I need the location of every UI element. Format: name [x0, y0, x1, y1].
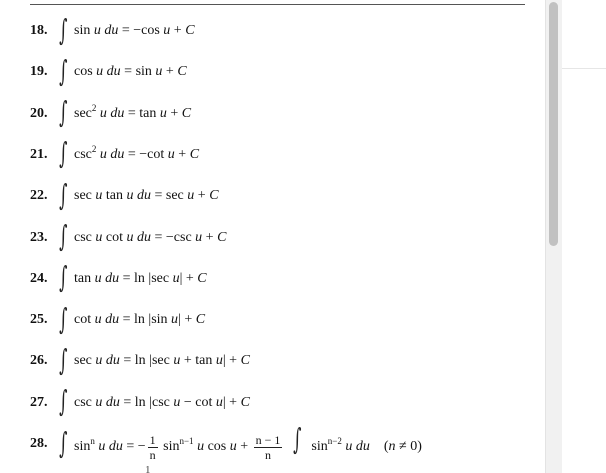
- fraction: [148, 433, 158, 462]
- expr-variable: C: [197, 270, 207, 286]
- integral-sign: ∫: [293, 422, 302, 457]
- integral-sign: ∫: [59, 260, 68, 295]
- expr-text: cot: [74, 312, 95, 328]
- expr-text: tan: [102, 188, 127, 204]
- expr-text: sin: [159, 439, 180, 455]
- expr-text: cot: [102, 229, 127, 245]
- expr-variable: du: [105, 353, 120, 369]
- expr-text: = ln |csc: [119, 394, 174, 410]
- expr-text: = −cos: [118, 23, 164, 38]
- formula-number: 18.: [30, 23, 48, 38]
- formula-expression: [74, 353, 250, 369]
- expr-variable: du: [105, 394, 120, 410]
- expr-variable: C: [177, 64, 187, 80]
- expr-text: [284, 439, 288, 454]
- fraction-denominator: n: [149, 447, 156, 462]
- formula-number: 28.: [30, 436, 48, 451]
- formula-expression: [74, 143, 200, 163]
- expr-variable: du: [105, 270, 120, 286]
- expr-variable: du: [137, 188, 151, 204]
- expr-variable: u: [159, 105, 167, 121]
- formula-expression: [74, 230, 226, 246]
- expr-variable: du: [110, 146, 125, 162]
- expr-variable: u: [94, 270, 102, 286]
- expr-text: sec: [74, 105, 92, 121]
- expr-exponent: 2: [91, 143, 97, 154]
- expr-text: csc: [74, 229, 96, 245]
- expr-text: | +: [178, 312, 196, 328]
- expr-variable: u: [126, 188, 134, 204]
- expr-variable: du: [106, 64, 121, 80]
- expr-variable: du: [104, 23, 119, 38]
- formula-expression: [74, 64, 187, 80]
- expr-variable: u: [93, 23, 101, 38]
- expr-text: +: [174, 146, 190, 162]
- expr-variable: u: [229, 439, 237, 455]
- top-rule: [30, 4, 525, 5]
- expr-text: | +: [222, 353, 241, 369]
- formula-number: 21.: [30, 146, 48, 162]
- integral-sign: ∫: [59, 219, 68, 253]
- integral-sign: ∫: [59, 12, 68, 47]
- formula-expression: [74, 395, 250, 411]
- integral-sign: ∫: [59, 53, 68, 88]
- expr-text: = ln |sec: [119, 270, 173, 286]
- expr-variable: du: [108, 439, 123, 455]
- expr-text: +: [170, 23, 186, 38]
- formula-number: 19.: [30, 64, 48, 80]
- formula-number: 25.: [30, 312, 48, 328]
- formula-number: 24.: [30, 270, 48, 286]
- expr-text: − cot: [180, 394, 216, 410]
- expr-text: +: [194, 188, 210, 204]
- expr-variable: u: [172, 270, 180, 286]
- integral-sign: ∫: [59, 425, 68, 460]
- formula-number: 23.: [30, 229, 48, 245]
- expr-variable: u: [215, 394, 223, 410]
- expr-variable: C: [195, 312, 206, 328]
- expr-text: (: [369, 439, 389, 455]
- fraction-denominator: n: [265, 447, 272, 462]
- vertical-scrollbar[interactable]: [545, 0, 562, 473]
- expr-text: = −csc: [151, 229, 196, 245]
- expr-variable: u: [215, 353, 223, 369]
- integral-sign: ∫: [59, 95, 68, 130]
- expr-text: csc: [74, 394, 96, 410]
- expr-text: sin: [74, 439, 91, 455]
- expr-variable: C: [181, 105, 192, 121]
- expr-variable: du: [110, 105, 125, 121]
- expr-text: cos: [204, 439, 230, 455]
- formula-number: 22.: [30, 188, 48, 204]
- expr-variable: u: [94, 312, 102, 328]
- expr-text: = ln |sin: [119, 312, 172, 328]
- expr-variable: u: [163, 23, 171, 38]
- integral-sign: ∫: [59, 301, 68, 336]
- expr-text: sec: [74, 353, 96, 369]
- expr-variable: du: [355, 439, 370, 455]
- expr-text: = ln |sec: [119, 353, 174, 369]
- formula-expression: [74, 102, 192, 122]
- expr-variable: u: [98, 439, 106, 455]
- expr-variable: n: [388, 439, 396, 455]
- formula-row: [30, 383, 250, 423]
- expr-exponent: 2: [91, 102, 97, 113]
- expr-text: ≠ 0): [395, 439, 422, 455]
- expr-variable: C: [209, 188, 219, 204]
- formula-row: [30, 341, 250, 381]
- expr-variable: u: [187, 188, 195, 204]
- formula-row: [30, 424, 422, 464]
- formula-expression: [74, 188, 219, 204]
- expr-variable: u: [345, 439, 353, 455]
- expr-variable: C: [185, 23, 195, 38]
- expr-variable: du: [105, 312, 120, 328]
- expr-text: = −: [122, 439, 146, 455]
- expr-variable: C: [240, 353, 250, 369]
- expr-text: cos: [74, 64, 97, 80]
- expr-exponent: n−1: [179, 436, 194, 447]
- formula-row: [30, 218, 226, 258]
- expr-text: | +: [222, 394, 241, 410]
- expr-variable: u: [155, 64, 163, 80]
- expr-text: = sec: [151, 188, 188, 204]
- integral-sign: ∫: [59, 342, 68, 377]
- expr-exponent: n: [90, 436, 95, 447]
- expr-variable: u: [96, 64, 104, 80]
- formula-number: 26.: [30, 353, 48, 369]
- expr-text: +: [162, 64, 178, 80]
- formula-row: [30, 259, 207, 299]
- expr-text: | +: [179, 270, 198, 286]
- expr-exponent: n−2: [327, 436, 342, 447]
- scrollbar-thumb[interactable]: [549, 2, 558, 246]
- expr-text: csc: [74, 146, 92, 162]
- expr-variable: u: [171, 312, 179, 328]
- expr-variable: u: [95, 229, 103, 245]
- expr-text: = tan: [124, 105, 160, 121]
- expr-variable: C: [189, 146, 200, 162]
- expr-text: tan: [74, 270, 95, 286]
- formula-row: [30, 52, 187, 92]
- expr-text: + tan: [180, 353, 216, 369]
- integral-sign: ∫: [59, 384, 68, 419]
- expr-text: +: [166, 105, 182, 121]
- expr-variable: u: [167, 146, 175, 162]
- expr-text: +: [236, 439, 252, 455]
- side-panel-divider: [562, 68, 606, 69]
- expr-text: sin: [307, 439, 328, 455]
- cutoff-text: 1: [145, 464, 151, 473]
- expr-variable: u: [195, 229, 203, 245]
- expr-variable: C: [217, 229, 227, 245]
- expr-text: = sin: [120, 64, 156, 80]
- integral-sign: ∫: [59, 136, 68, 171]
- expr-variable: u: [95, 394, 103, 410]
- integral-sign: ∫: [59, 177, 68, 212]
- formula-number: 20.: [30, 105, 48, 121]
- formula-row: [30, 135, 199, 175]
- formula-row: [30, 11, 195, 51]
- expr-variable: u: [197, 439, 205, 455]
- formula-row: [30, 94, 191, 134]
- expr-variable: u: [95, 188, 103, 204]
- expr-variable: du: [137, 229, 151, 245]
- expr-variable: u: [126, 229, 134, 245]
- formula-expression: [74, 312, 205, 328]
- formula-row: [30, 300, 205, 340]
- expr-variable: u: [173, 394, 181, 410]
- expr-variable: u: [173, 353, 181, 369]
- expr-variable: u: [95, 353, 103, 369]
- formula-expression: [74, 422, 422, 462]
- expr-variable: u: [99, 146, 107, 162]
- expr-variable: u: [99, 105, 107, 121]
- fraction: [254, 433, 283, 462]
- formula-expression: [74, 271, 207, 287]
- formula-expression: [74, 23, 195, 39]
- formula-row: [30, 176, 219, 216]
- expr-text: sin: [74, 23, 94, 38]
- fraction-numerator: 1: [149, 432, 156, 447]
- fraction-numerator: n − 1: [255, 432, 281, 447]
- expr-text: +: [202, 229, 218, 245]
- formula-number: 27.: [30, 394, 48, 410]
- expr-text: sec: [74, 188, 96, 204]
- expr-text: = −cot: [124, 146, 168, 162]
- expr-variable: C: [240, 394, 250, 410]
